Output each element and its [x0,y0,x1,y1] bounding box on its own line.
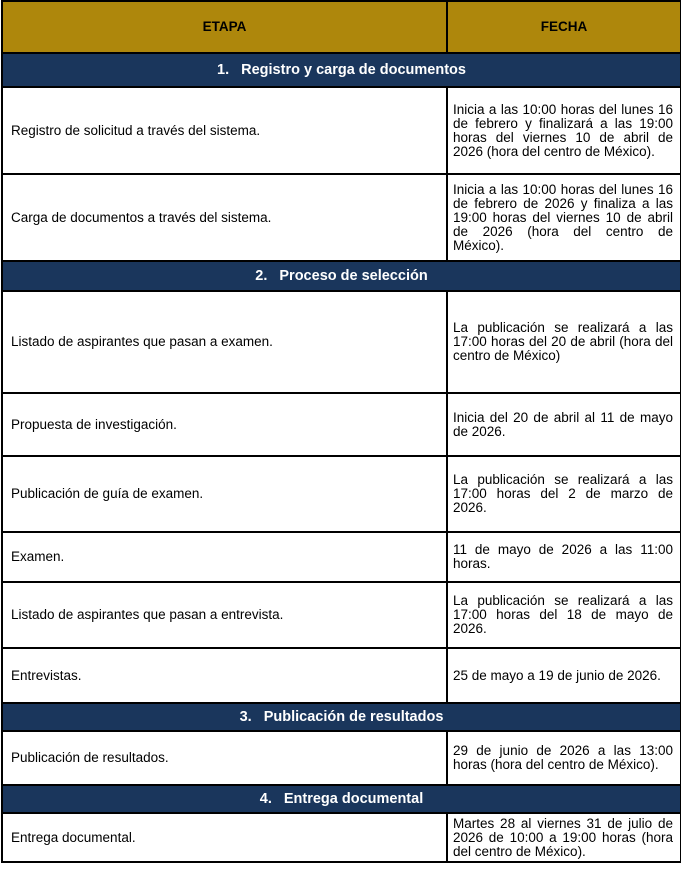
fecha-cell: Martes 28 al viernes 31 de julio de 2026 de 10:00 a 19:00 horas (hora del centro de México). [447,813,681,862]
table-row [2,731,681,785]
etapa-cell: Carga de documentos a través del sistema. [2,174,447,261]
schedule-table [1,0,681,863]
fecha-cell: 11 de mayo de 2026 a las 11:00 horas. [447,532,681,582]
fecha-cell: Inicia a las 10:00 horas del lunes 16 de febrero de 2026 y finaliza a las 19:00 horas del viernes 10 de abril de 2026 (hora del centro de México). [447,174,681,261]
column-header-etapa: ETAPA [2,1,447,53]
table-row [2,456,681,532]
fecha-cell: La publicación se realizará a las 17:00 horas del 2 de marzo de 2026. [447,456,681,532]
fecha-cell: La publicación se realizará a las 17:00 horas del 18 de mayo de 2026. [447,582,681,648]
etapa-cell: Listado de aspirantes que pasan a examen. [2,291,447,393]
section-title: Publicación de resultados [263,709,444,725]
fecha-cell: Inicia a las 10:00 horas del lunes 16 de febrero y finalizará a las 19:00 horas del viernes 10 de abril de 2026 (hora del centro de México). [447,87,681,174]
etapa-cell: Registro de solicitud a través del sistema. [2,87,447,174]
section-header-entrega [2,785,681,813]
table-row [2,87,681,174]
table-row [2,813,681,862]
fecha-cell: 25 de mayo a 19 de junio de 2026. [447,648,681,703]
section-number: 4. [259,791,272,807]
etapa-cell: Entrevistas. [2,648,447,703]
table-row [2,532,681,582]
table-row [2,393,681,456]
fecha-cell: Inicia del 20 de abril al 11 de mayo de 2026. [447,393,681,456]
section-number: 3. [239,709,252,725]
table-row [2,582,681,648]
section-header-registro [2,53,681,87]
fecha-cell: La publicación se realizará a las 17:00 horas del 20 de abril (hora del centro de México) [447,291,681,393]
etapa-cell: Publicación de resultados. [2,731,447,785]
section-number: 1. [217,62,230,78]
section-header-seleccion [2,261,681,291]
section-title: Entrega documental [283,791,424,807]
section-header-resultados [2,703,681,731]
table-row [2,174,681,261]
section-title: Registro y carga de documentos [241,62,466,78]
table-row [2,648,681,703]
table-header-row [2,1,681,53]
column-header-fecha: FECHA [447,1,681,53]
fecha-cell: 29 de junio de 2026 a las 13:00 horas (hora del centro de México). [447,731,681,785]
etapa-cell: Entrega documental. [2,813,447,862]
section-title: Proceso de selección [279,268,428,284]
section-number: 2. [255,268,268,284]
etapa-cell: Examen. [2,532,447,582]
etapa-cell: Propuesta de investigación. [2,393,447,456]
table-row [2,291,681,393]
etapa-cell: Listado de aspirantes que pasan a entrevista. [2,582,447,648]
etapa-cell: Publicación de guía de examen. [2,456,447,532]
